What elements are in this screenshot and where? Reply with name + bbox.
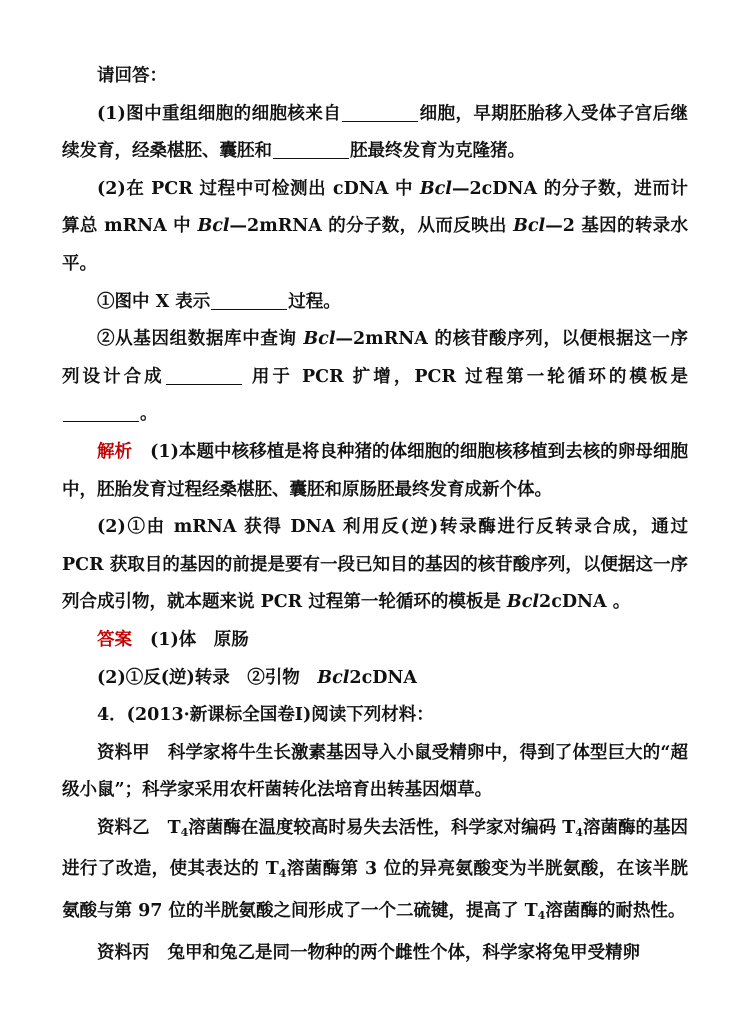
document-page (62, 58, 688, 972)
answer-blank[interactable] (273, 140, 349, 159)
question-1: (1)图中重组细胞的细胞核来自 细胞，早期胚胎移入受体子宫后继续发育，经桑椹胚、囊胚和 胚最终发育为克隆猪。 (62, 103, 688, 162)
material-jia-label: 资料甲 (97, 742, 150, 763)
material-bing-label: 资料丙 (97, 942, 150, 963)
intro-line: 请回答： (97, 66, 167, 86)
question-2: (2)在 PCR 过程中可检测出 cDNA 中 Bcl—2cDNA 的分子数，进而计算总 mRNA 中 Bcl—2mRNA 的分子数，从而反映出 Bcl—2 基因的转录水平。 (62, 178, 688, 274)
question-4-header: 4．(2013·新课标全国卷Ⅰ)阅读下列材料： (97, 705, 434, 726)
question-2-2: ②从基因组数据库中查询 Bcl—2mRNA 的核苷酸序列，以便根据这一序列设计合成 用于 PCR 扩增，PCR 过程第一轮循环的模板是。 (62, 329, 688, 425)
answer-blank[interactable] (211, 290, 287, 309)
analysis-paragraph-1: 解析 (1)本题中核移植是将良种猪的体细胞的细胞核移植到去核的卵母细胞中，胚胎发育过程经桑椹胚、囊胚和原肠胚最终发育成新个体。 (62, 441, 689, 500)
answer-line-1: 答案 (1)体 原肠 (97, 629, 249, 650)
answer-blank[interactable] (166, 365, 242, 384)
answer-blank[interactable] (63, 403, 139, 422)
answer-blank[interactable] (342, 102, 418, 121)
answer-line-2: (2)①反(逆)转录 ②引物 Bcl2cDNA (97, 667, 417, 688)
material-bing: 资料丙 兔甲和兔乙是同一物种的两个雌性个体，科学家将兔甲受精卵 (97, 942, 640, 963)
material-jia: 资料甲 科学家将牛生长激素基因导入小鼠受精卵中，得到了体型巨大的“超级小鼠”；科学家采用农杆菌转化法培育出转基因烟草。 (62, 742, 688, 801)
material-yi-label: 资料乙 (97, 817, 150, 838)
analysis-label: 解析 (97, 441, 133, 462)
material-yi: 资料乙 $T_4$溶菌酶在温度较高时易失去活性，科学家对编码 $T_4$溶菌酶的基因进行了改造，使其表达的 $T_4$溶菌酶第 3 位的异亮氨酸变为半胱氨酸，在该半胱氨酸与第 97 位的半胱氨酸之间形成了一个二硫键，提高了 $T_4$溶菌酶的耐热性。 (62, 817, 689, 923)
question-2-1: ①图中 X 表示 过程。 (97, 291, 341, 312)
analysis-paragraph-2: (2)①由 mRNA 获得 DNA 利用反(逆)转录酶进行反转录合成，通过 PCR 获取目的基因的前提是要有一段已知目的基因的核苷酸序列，以便据这一序列合成引物，就本题来说 PCR 过程第一轮循环的模板是 Bcl2cDNA 。 (62, 517, 688, 613)
answer-label: 答案 (97, 629, 132, 650)
